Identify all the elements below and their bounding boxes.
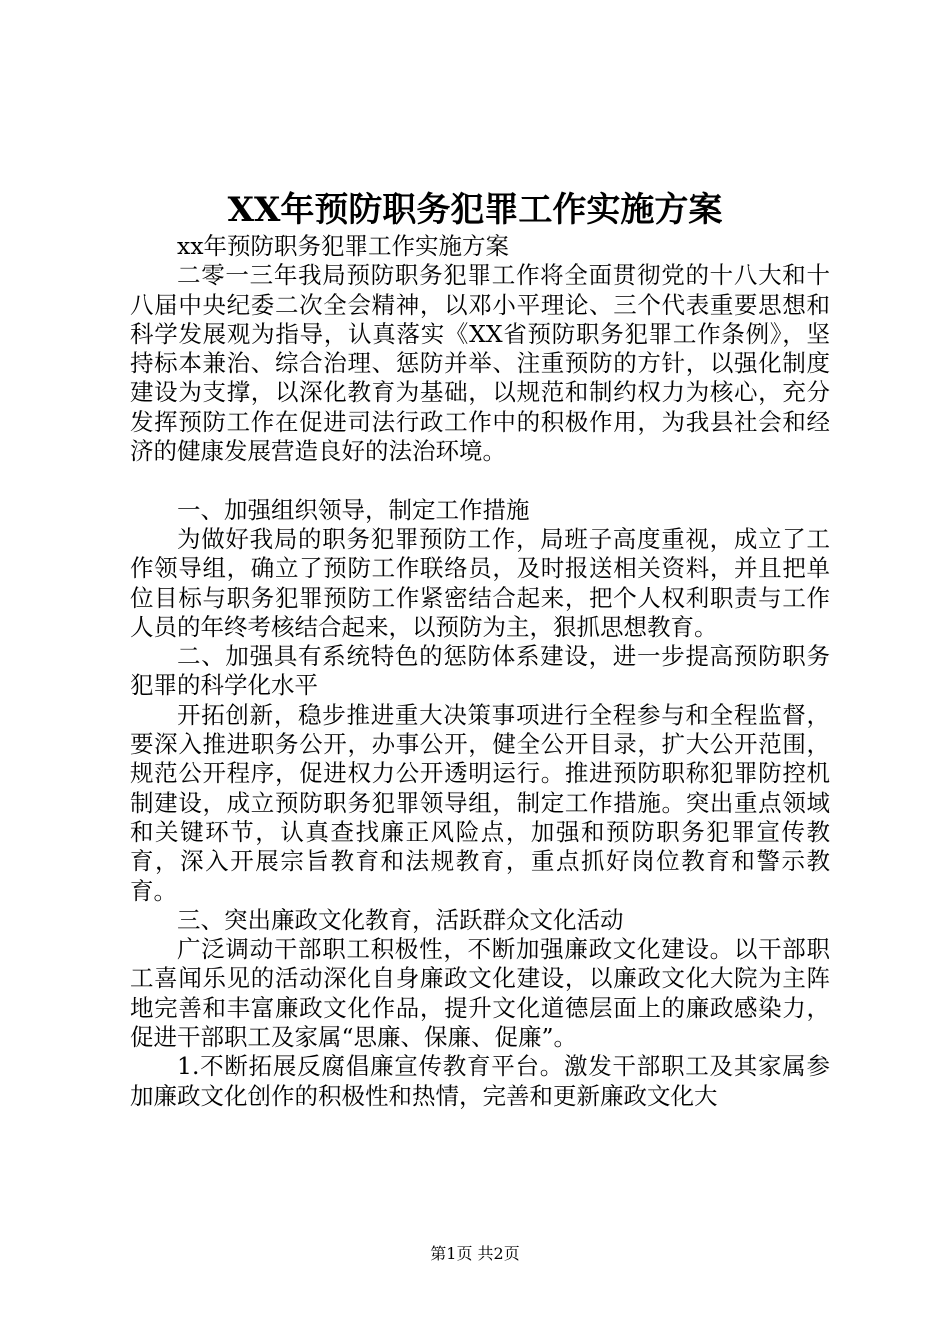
document-body: [130, 232, 830, 1111]
page-number-footer: 第1页 共2页: [430, 1244, 520, 1263]
paragraph-subtitle: xx年预防职务犯罪工作实施方案: [177, 232, 510, 260]
paragraph-section-3: 广泛调动干部职工积极性，不断加强廉政文化建设。以干部职工喜闻乐见的活动深化自身廉政文化建设，以廉政文化大院为主阵地完善和丰富廉政文化作品，提升文化道德层面上的廉政感染力，促进干部职工及家属“思廉、保廉、促廉”。: [130, 935, 830, 1052]
paragraph-section-1: 为做好我局的职务犯罪预防工作，局班子高度重视，成立了工作领导组，确立了预防工作联络员，及时报送相关资料，并且把单位目标与职务犯罪预防工作紧密结合起来，把个人权利职责与工作人员的年终考核结合起来，以预防为主，狠抓思想教育。: [130, 524, 830, 641]
section-heading-3: 三、突出廉政文化教育，活跃群众文化活动: [177, 905, 624, 934]
section-heading-2: 二、加强具有系统特色的惩防体系建设，进一步提高预防职务犯罪的科学化水平: [130, 642, 830, 700]
section-heading-1: 一、加强组织领导，制定工作措施: [177, 495, 530, 524]
paragraph-intro: 二零一三年我局预防职务犯罪工作将全面贯彻党的十八大和十八届中央纪委二次全会精神，以邓小平理论、三个代表重要思想和科学发展观为指导，认真落实《XX省预防职务犯罪工作条例》，坚持标本兼治、综合治理、惩防并举、注重预防的方针，以强化制度建设为支撑，以深化教育为基础，以规范和制约权力为核心，充分发挥预防工作在促进司法行政工作中的积极作用，为我县社会和经济的健康发展营造良好的法治环境。: [130, 261, 830, 466]
paragraph-section-2: 开拓创新，稳步推进重大决策事项进行全程参与和全程监督，要深入推进职务公开，办事公开，健全公开目录，扩大公开范围，规范公开程序，促进权力公开透明运行。推进预防职称犯罪防控机制建设，成立预防职务犯罪领导组，制定工作措施。突出重点领域和关键环节，认真查找廉正风险点，加强和预防职务犯罪宣传教育，深入开展宗旨教育和法规教育，重点抓好岗位教育和警示教育。: [130, 700, 830, 905]
document-title: XX年预防职务犯罪工作实施方案: [227, 190, 723, 230]
paragraph-item-1: 1.不断拓展反腐倡廉宣传教育平台。激发干部职工及其家属参加廉政文化创作的积极性和热情，完善和更新廉政文化大: [130, 1052, 830, 1110]
